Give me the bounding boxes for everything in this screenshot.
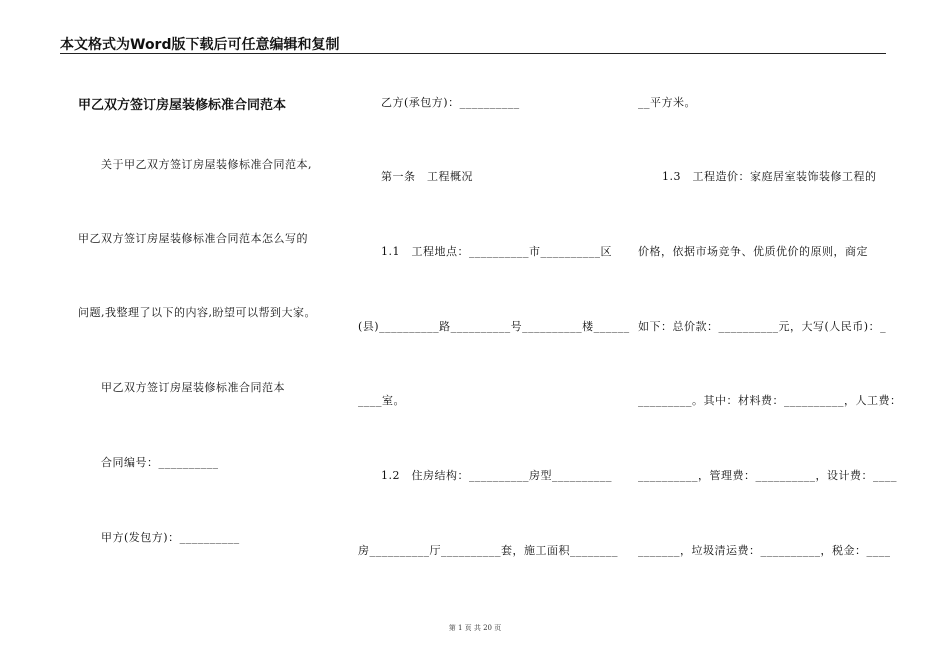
contract-number-line: 合同编号：__________	[101, 456, 219, 469]
paragraph-line: __平方米。	[638, 96, 696, 109]
paragraph-line: 1.3 工程造价：家庭居室装饰装修工程的	[662, 170, 877, 183]
paragraph-line: 关于甲乙双方签订房屋装修标准合同范本,	[101, 158, 312, 171]
paragraph-line: ____室。	[358, 394, 405, 407]
section-heading: 第一条 工程概况	[381, 170, 473, 183]
party-b-line: 乙方(承包方)：__________	[381, 96, 520, 109]
paragraph-line: 价格，依据市场竞争、优质优价的原则，商定	[638, 245, 868, 258]
paragraph-line: _______，垃圾清运费：__________，税金：____	[638, 544, 891, 557]
header-divider	[60, 53, 886, 54]
paragraph-line: 问题,我整理了以下的内容,盼望可以帮到大家。	[78, 306, 316, 319]
party-a-line: 甲方(发包方)：__________	[101, 531, 240, 544]
document-title: 甲乙双方签订房屋装修标准合同范本	[78, 98, 287, 113]
document-header-title: 本文格式为Word版下载后可任意编辑和复制	[60, 37, 340, 53]
paragraph-line: _________。其中：材料费：__________，人工费：	[638, 394, 902, 407]
paragraph-line: 甲乙双方签订房屋装修标准合同范本怎么写的	[78, 232, 308, 245]
paragraph-line: 1.2 住房结构：__________房型__________	[381, 469, 612, 482]
paragraph-line: (县)__________路__________号__________楼______	[358, 320, 630, 333]
paragraph-line: __________，管理费：__________，设计费：____	[638, 469, 897, 482]
page-number: 第 1 页 共 20 页	[448, 624, 502, 632]
paragraph-line: 房__________厅__________套，施工面积________	[358, 544, 618, 557]
paragraph-line: 如下：总价款：__________元，大写(人民币)：_	[638, 320, 887, 333]
paragraph-line: 甲乙双方签订房屋装修标准合同范本	[101, 381, 285, 394]
paragraph-line: 1.1 工程地点：__________市__________区	[381, 245, 612, 258]
